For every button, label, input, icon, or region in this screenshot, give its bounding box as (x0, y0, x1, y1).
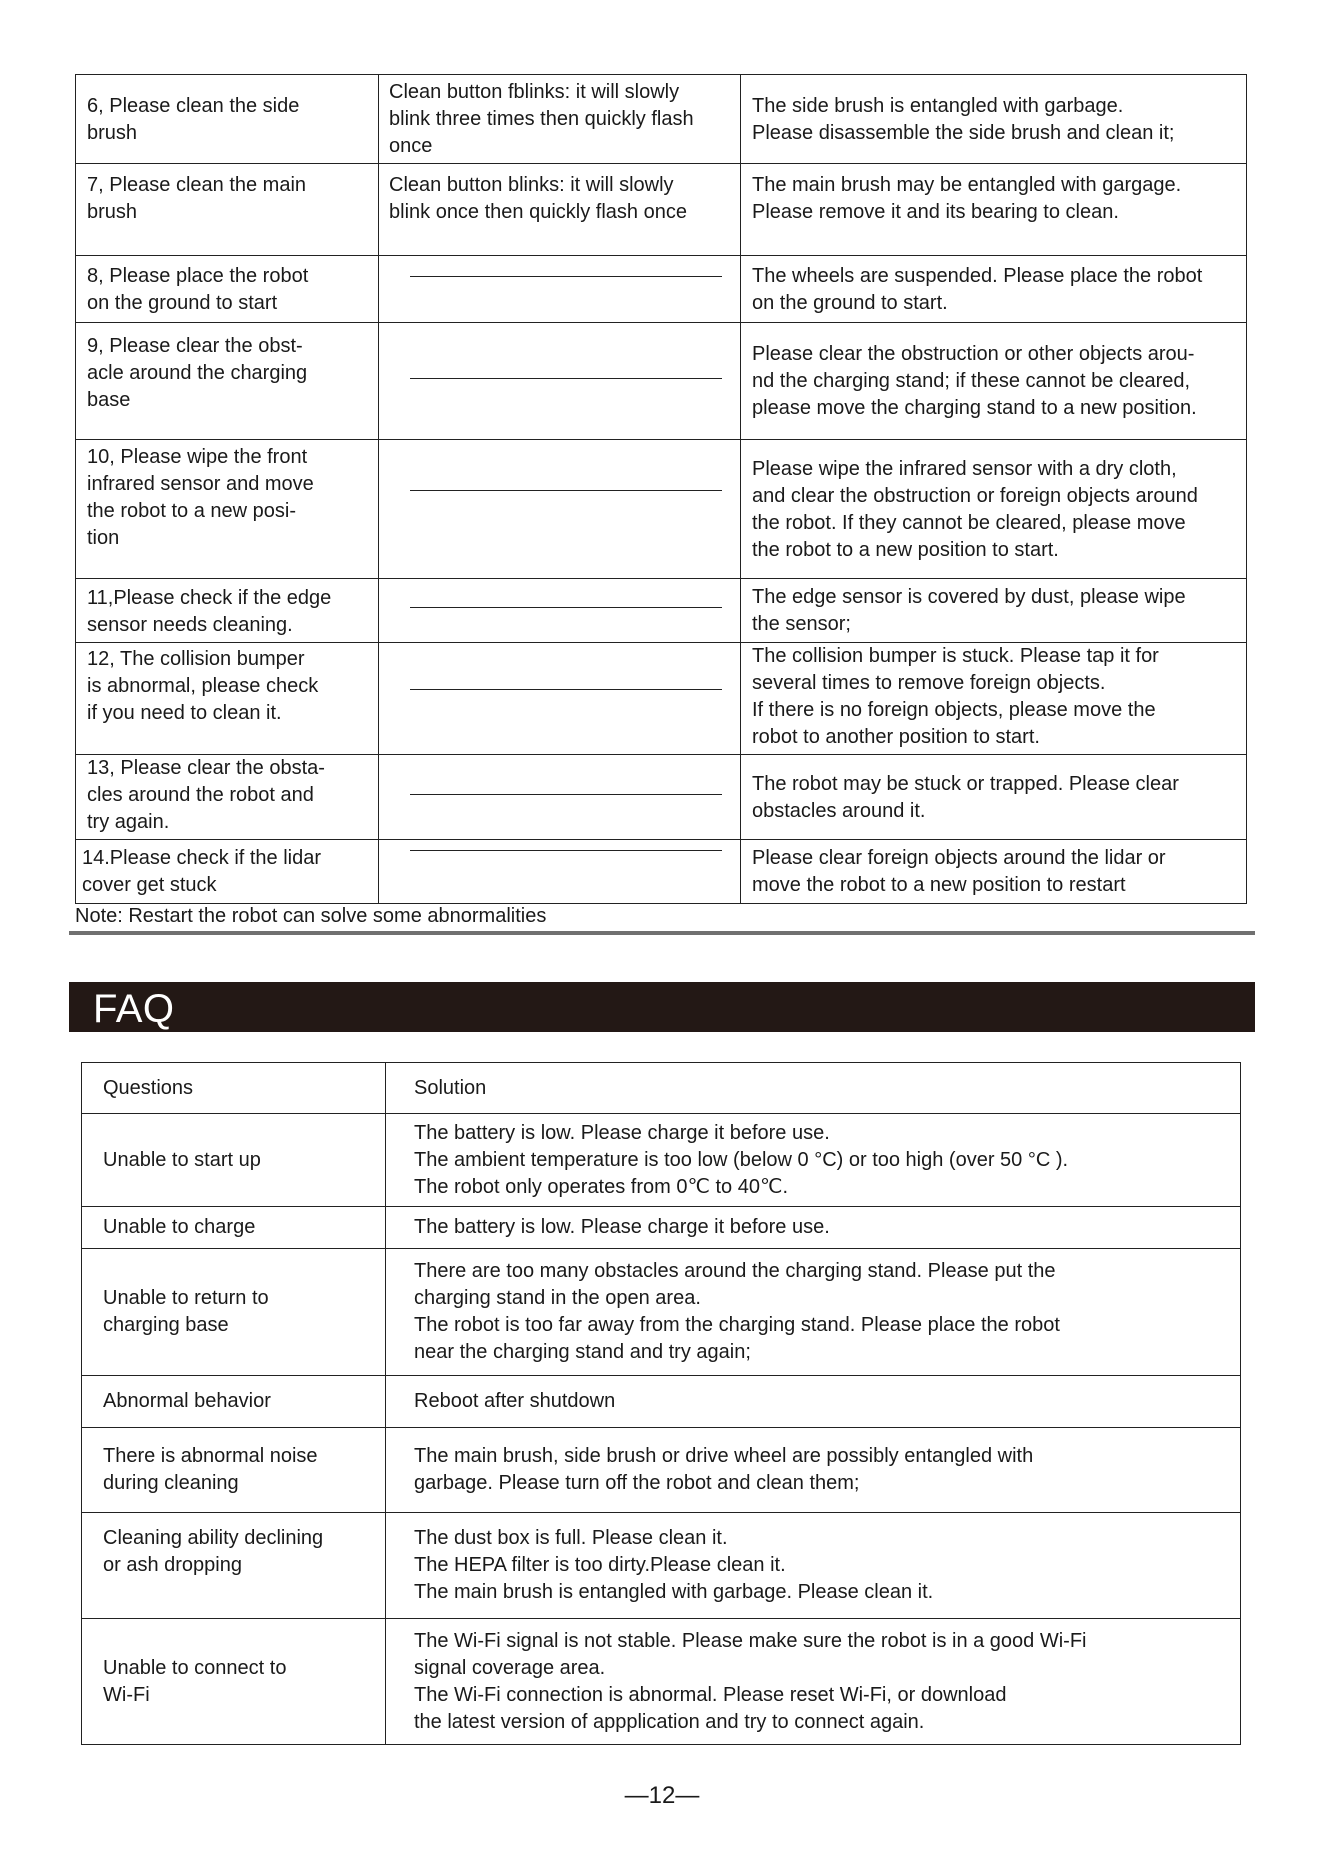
table-row (76, 840, 1247, 904)
indicator-cell (379, 579, 741, 643)
issue-cell: 9, Please clear the obst- acle around the charging base (76, 323, 379, 440)
table-row (76, 643, 1247, 755)
solution-cell: The main brush may be entangled with gargage. Please remove it and its bearing to clean. (741, 164, 1247, 256)
solution-cell: Please clear the obstruction or other objects arou- nd the charging stand; if these cannot be cleared, please move the charging stand to a new position. (741, 323, 1247, 440)
empty-indicator-line (410, 850, 722, 851)
questions-header: Questions (82, 1063, 386, 1114)
solution-cell: The robot may be stuck or trapped. Please clear obstacles around it. (741, 755, 1247, 840)
issue-cell: 7, Please clean the main brush (76, 164, 379, 256)
question-cell: Unable to start up (82, 1114, 386, 1207)
question-cell: Unable to charge (82, 1207, 386, 1249)
issue-cell: 8, Please place the robot on the ground to start (76, 256, 379, 323)
indicator-cell (379, 755, 741, 840)
solution-cell: The side brush is entangled with garbage. Please disassemble the side brush and clean it; (741, 75, 1247, 164)
troubleshooting-table (75, 74, 1247, 904)
solution-cell: The wheels are suspended. Please place the robot on the ground to start. (741, 256, 1247, 323)
table-row (82, 1619, 1241, 1745)
table-row (82, 1428, 1241, 1513)
indicator-cell: Clean button blinks: it will slowly blink once then quickly flash once (379, 164, 741, 256)
indicator-cell (379, 643, 741, 755)
issue-cell: 13, Please clear the obsta- cles around the robot and try again. (76, 755, 379, 840)
table-row (82, 1249, 1241, 1376)
indicator-cell (379, 256, 741, 323)
table-row (76, 440, 1247, 579)
indicator-cell (379, 840, 741, 904)
restart-note: Note: Restart the robot can solve some abnormalities (75, 905, 547, 927)
solution-cell: The edge sensor is covered by dust, please wipe the sensor; (741, 579, 1247, 643)
question-cell: Unable to return to charging base (82, 1249, 386, 1376)
table-row (82, 1207, 1241, 1249)
question-cell: There is abnormal noise during cleaning (82, 1428, 386, 1513)
page-number: —12— (624, 1782, 700, 1809)
issue-cell: 12, The collision bumper is abnormal, please check if you need to clean it. (76, 643, 379, 755)
question-cell: Abnormal behavior (82, 1376, 386, 1428)
solution-cell: The battery is low. Please charge it before use. (386, 1207, 1241, 1249)
faq-section-header (69, 982, 1255, 1032)
solution-cell: Please clear foreign objects around the lidar or move the robot to a new position to restart (741, 840, 1247, 904)
table-row (76, 323, 1247, 440)
solution-cell: There are too many obstacles around the charging stand. Please put the charging stand in the open area. The robot is too far away from the charging stand. Please place the robot near the charging stand and try again; (386, 1249, 1241, 1376)
issue-cell: 6, Please clean the side brush (76, 75, 379, 164)
question-cell: Cleaning ability declining or ash dropping (82, 1513, 386, 1619)
solution-cell: The collision bumper is stuck. Please tap it for several times to remove foreign objects. If there is no foreign objects, please move the robot to another position to start. (741, 643, 1247, 755)
table-row (76, 579, 1247, 643)
empty-indicator-line (410, 794, 722, 795)
issue-cell: 11,Please check if the edge sensor needs cleaning. (76, 579, 379, 643)
empty-indicator-line (410, 378, 722, 379)
faq-header-row (82, 1063, 1241, 1114)
empty-indicator-line (410, 607, 722, 608)
table-row (82, 1376, 1241, 1428)
solution-cell: The battery is low. Please charge it before use. The ambient temperature is too low (below 0 °C) or too high (over 50 °C ). The robot only operates from 0℃ to 40℃. (386, 1114, 1241, 1207)
issue-cell: 10, Please wipe the front infrared sensor and move the robot to a new posi- tion (76, 440, 379, 579)
table-row (76, 164, 1247, 256)
solution-header: Solution (386, 1063, 1241, 1114)
question-cell: Unable to connect to Wi-Fi (82, 1619, 386, 1745)
indicator-cell: Clean button fblinks: it will slowly blink three times then quickly flash once (379, 75, 741, 164)
solution-cell: Reboot after shutdown (386, 1376, 1241, 1428)
empty-indicator-line (410, 276, 722, 277)
section-divider (69, 931, 1255, 935)
indicator-cell (379, 440, 741, 579)
table-row (76, 75, 1247, 164)
table-row (76, 755, 1247, 840)
issue-cell: 14.Please check if the lidar cover get stuck (76, 840, 379, 904)
table-row (76, 256, 1247, 323)
solution-cell: The Wi-Fi signal is not stable. Please make sure the robot is in a good Wi-Fi signal coverage area. The Wi-Fi connection is abnormal. Please reset Wi-Fi, or download the latest version of appplication and try to connect again. (386, 1619, 1241, 1745)
indicator-cell (379, 323, 741, 440)
solution-cell: The main brush, side brush or drive wheel are possibly entangled with garbage. Please turn off the robot and clean them; (386, 1428, 1241, 1513)
table-row (82, 1513, 1241, 1619)
empty-indicator-line (410, 689, 722, 690)
solution-cell: Please wipe the infrared sensor with a dry cloth, and clear the obstruction or foreign objects around the robot. If they cannot be cleared, please move the robot to a new position to start. (741, 440, 1247, 579)
faq-heading: FAQ (93, 987, 175, 1031)
solution-cell: The dust box is full. Please clean it. The HEPA filter is too dirty.Please clean it. The main brush is entangled with garbage. Please clean it. (386, 1513, 1241, 1619)
faq-table (81, 1062, 1241, 1745)
empty-indicator-line (410, 490, 722, 491)
table-row (82, 1114, 1241, 1207)
